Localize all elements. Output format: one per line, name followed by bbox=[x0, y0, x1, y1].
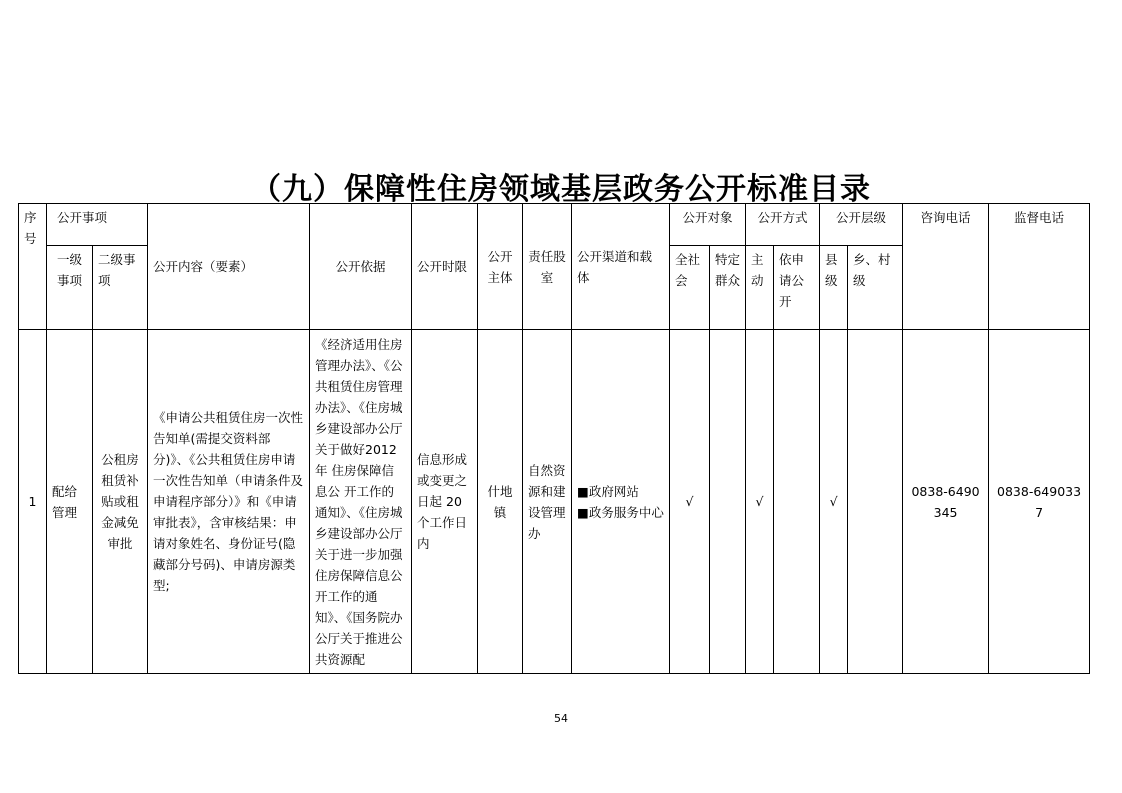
header-supervise-phone: 监督电话 bbox=[989, 204, 1090, 330]
catalog-table bbox=[18, 203, 1090, 674]
header-level-town: 乡、村级 bbox=[848, 246, 903, 330]
cell-level1: 配给管理 bbox=[47, 330, 93, 674]
cell-seq: 1 bbox=[19, 330, 47, 674]
header-basis: 公开依据 bbox=[310, 204, 412, 330]
cell-supervise-phone: 0838-6490337 bbox=[989, 330, 1090, 674]
header-consult-phone: 咨询电话 bbox=[903, 204, 989, 330]
channel-item: ■政务服务中心 bbox=[577, 504, 664, 520]
cell-method-apply bbox=[774, 330, 820, 674]
header-channel: 公开渠道和载体 bbox=[572, 204, 670, 330]
header-time-limit: 公开时限 bbox=[412, 204, 478, 330]
header-method-apply: 依申请公开 bbox=[774, 246, 820, 330]
channel-item: ■政府网站 bbox=[577, 483, 639, 499]
header-method-active: 主动 bbox=[746, 246, 774, 330]
header-dept: 责任股室 bbox=[523, 204, 572, 330]
cell-time-limit: 信息形成或变更之日起 20 个工作日内 bbox=[412, 330, 478, 674]
header-level1: 一级事项 bbox=[47, 246, 93, 330]
cell-method-active: √ bbox=[746, 330, 774, 674]
cell-channel bbox=[572, 330, 670, 674]
table-row bbox=[19, 330, 1090, 674]
header-level-county: 县级 bbox=[820, 246, 848, 330]
header-object: 公开对象 bbox=[670, 204, 746, 246]
header-object-specific: 特定群众 bbox=[710, 246, 746, 330]
cell-dept: 自然资源和建设管理办 bbox=[523, 330, 572, 674]
cell-content: 《申请公共租赁住房一次性告知单(需提交资料部分)》、《公共租赁住房申请一次性告知单（申请条件及申请程序部分）》和《申请审批表》，含审核结果：申请对象姓名、身份证号(隐藏部分号码)、申请房源类型; bbox=[148, 330, 310, 674]
cell-basis: 《经济适用住房管理办法》、《公共租赁住房管理办法》、《住房城乡建设部办公厅 关于做好2012年 住房保障信息公 开工作的通知》、《住房城乡建设部办公厅关于进一步加强住房保障信息公开工作的通知》、《国务院办公厅关于推进公共资源配 bbox=[310, 330, 412, 674]
cell-object-all: √ bbox=[670, 330, 710, 674]
header-seq: 序号 bbox=[19, 204, 47, 330]
cell-level2: 公租房租赁补贴或租金减免审批 bbox=[93, 330, 148, 674]
header-matter: 公开事项 bbox=[47, 204, 148, 246]
cell-level-town bbox=[848, 330, 903, 674]
cell-object-specific bbox=[710, 330, 746, 674]
cell-subject: 什地镇 bbox=[478, 330, 523, 674]
header-level2: 二级事项 bbox=[93, 246, 148, 330]
cell-level-county: √ bbox=[820, 330, 848, 674]
header-subject: 公开主体 bbox=[478, 204, 523, 330]
header-row-1 bbox=[19, 204, 1090, 246]
header-content: 公开内容（要素） bbox=[148, 204, 310, 330]
page-number: 54 bbox=[554, 712, 568, 725]
header-level: 公开层级 bbox=[820, 204, 903, 246]
page-title: （九）保障性住房领域基层政务公开标准目录 bbox=[251, 172, 871, 207]
header-method: 公开方式 bbox=[746, 204, 820, 246]
cell-consult-phone: 0838-6490345 bbox=[903, 330, 989, 674]
header-object-all: 全社会 bbox=[670, 246, 710, 330]
